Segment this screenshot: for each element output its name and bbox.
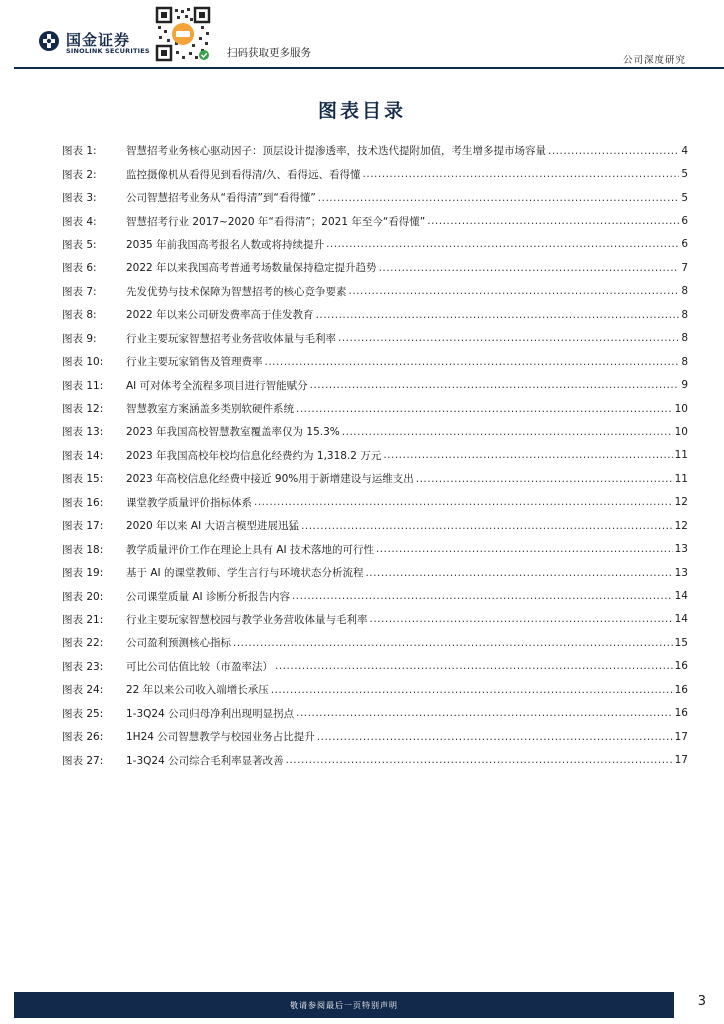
toc-dot-leader — [316, 309, 680, 321]
toc-dot-leader — [416, 473, 673, 485]
toc-entry[interactable] — [62, 373, 688, 396]
toc-figure-title: 2035 年前我国高考报名人数或将持续提升 — [126, 238, 325, 251]
toc-page-number: 8 — [681, 285, 688, 298]
toc-page-number: 16 — [674, 683, 688, 696]
toc-figure-title: 2022 年以来我国高考普通考场数量保持稳定提升趋势 — [126, 262, 377, 275]
toc-dot-leader — [296, 403, 673, 415]
toc-page-number: 10 — [674, 425, 688, 438]
toc-dot-leader — [301, 520, 673, 532]
toc-entry[interactable] — [62, 655, 688, 678]
toc-figure-title: 行业主要玩家智慧招考业务营收体量与毛利率 — [126, 332, 336, 345]
toc-figure-label: 图表 26: — [62, 731, 104, 744]
toc-page-number: 11 — [674, 472, 688, 485]
toc-figure-title: 2023 年我国高校年校均信息化经费约为 1,318.2 万元 — [126, 449, 382, 462]
toc-entry[interactable] — [62, 420, 688, 443]
toc-dot-leader — [233, 637, 673, 649]
toc-dot-leader — [427, 215, 679, 227]
toc-figure-label: 图表 10: — [62, 356, 104, 369]
toc-entry[interactable] — [62, 631, 688, 654]
toc-entry[interactable] — [62, 280, 688, 303]
toc-figure-label: 图表 13: — [62, 426, 104, 439]
toc-page-number: 8 — [681, 355, 688, 368]
toc-page-number: 9 — [681, 379, 688, 392]
qr-code-icon[interactable] — [155, 6, 211, 62]
toc-figure-label: 图表 23: — [62, 660, 104, 673]
toc-figure-title: 公司盈利预测核心指标 — [126, 637, 231, 650]
toc-figure-title: 课堂教学质量评价指标体系 — [126, 496, 252, 509]
toc-entry[interactable] — [62, 467, 688, 490]
toc-dot-leader — [292, 590, 673, 602]
toc-page-number: 7 — [681, 261, 688, 274]
toc-figure-title: 2020 年以来 AI 大语言模型进展迅猛 — [126, 520, 300, 533]
toc-figure-label: 图表 5: — [62, 238, 97, 251]
toc-entry[interactable] — [62, 327, 688, 350]
toc-page-number: 6 — [681, 238, 688, 251]
toc-figure-label: 图表 17: — [62, 520, 104, 533]
toc-figure-title: 行业主要玩家智慧校园与教学业务营收体量与毛利率 — [126, 613, 368, 626]
toc-page-number: 16 — [674, 707, 688, 720]
toc-dot-leader — [317, 731, 673, 743]
toc-figure-label: 图表 19: — [62, 567, 104, 580]
toc-figure-title: 2022 年以来公司研发费率高于佳发教育 — [126, 309, 314, 322]
toc-figure-title: 智慧教室方案涵盖多类别软硬件系统 — [126, 403, 294, 416]
toc-dot-leader — [254, 496, 673, 508]
toc-figure-title: 教学质量评价工作在理论上具有 AI 技术落地的可行性 — [126, 543, 374, 556]
toc-entry[interactable] — [62, 139, 688, 162]
toc-figure-label: 图表 20: — [62, 590, 104, 603]
toc-page-number: 12 — [674, 496, 688, 509]
toc-figure-label: 图表 27: — [62, 754, 104, 767]
toc-figure-label: 图表 6: — [62, 262, 97, 275]
toc-figure-label: 图表 1: — [62, 145, 97, 158]
page-title: 图表目录 — [317, 100, 406, 122]
toc-figure-label: 图表 2: — [62, 168, 97, 181]
page-footer — [0, 992, 724, 1024]
toc-figure-label: 图表 16: — [62, 496, 104, 509]
toc-dot-leader — [365, 567, 672, 579]
toc-page-number: 12 — [674, 519, 688, 532]
toc-entry[interactable] — [62, 186, 688, 209]
toc-figure-title: 1H24 公司智慧教学与校园业务占比提升 — [126, 731, 315, 744]
toc-figure-label: 图表 8: — [62, 309, 97, 322]
toc-page-number: 11 — [674, 449, 688, 462]
toc-figure-title: 智慧招考业务核心驱动因子：顶层设计提渗透率，技术迭代提附加值，考生增多提市场容量 — [126, 145, 546, 158]
toc-entry[interactable] — [62, 678, 688, 701]
toc-figure-title: 公司智慧招考业务从“看得清”到“看得懂” — [126, 192, 316, 205]
toc-entry[interactable] — [62, 561, 688, 584]
toc-entry[interactable] — [62, 397, 688, 420]
sinolink-logo-icon — [38, 30, 60, 52]
toc-figure-title: 1-3Q24 公司综合毛利率显著改善 — [126, 754, 284, 767]
toc-dot-leader — [379, 262, 680, 274]
toc-page-number: 6 — [681, 215, 688, 228]
toc-entry[interactable] — [62, 209, 688, 232]
toc-dot-leader — [342, 426, 673, 438]
toc-dot-leader — [318, 192, 680, 204]
toc-page-number: 8 — [681, 332, 688, 345]
toc-figure-label: 图表 3: — [62, 192, 97, 205]
toc-page-number: 16 — [674, 660, 688, 673]
toc-figure-title: 先发优势与技术保障为智慧招考的核心竞争要素 — [126, 285, 347, 298]
toc-entry[interactable] — [62, 491, 688, 514]
toc-figure-label: 图表 18: — [62, 543, 104, 556]
toc-figure-label: 图表 4: — [62, 215, 97, 228]
toc-dot-leader — [349, 285, 680, 297]
toc-dot-leader — [296, 707, 673, 719]
figure-table-of-contents — [62, 139, 688, 772]
qr-caption: 扫码获取更多服务 — [227, 47, 311, 59]
toc-figure-title: 2023 年高校信息化经费中接近 90%用于新增建设与运维支出 — [126, 473, 414, 486]
toc-dot-leader — [363, 168, 680, 180]
toc-entry[interactable] — [62, 444, 688, 467]
toc-dot-leader — [383, 449, 672, 461]
toc-page-number: 8 — [681, 308, 688, 321]
page-number: 3 — [697, 994, 706, 1009]
toc-entry[interactable] — [62, 608, 688, 631]
toc-entry[interactable] — [62, 350, 688, 373]
toc-entry[interactable] — [62, 584, 688, 607]
page-header — [0, 0, 724, 70]
toc-page-number: 17 — [674, 754, 688, 767]
toc-page-number: 4 — [681, 144, 688, 157]
toc-dot-leader — [338, 332, 679, 344]
toc-entry[interactable] — [62, 233, 688, 256]
toc-entry[interactable] — [62, 702, 688, 725]
toc-figure-title: 行业主要玩家销售及管理费率 — [126, 356, 263, 369]
toc-page-number: 15 — [674, 636, 688, 649]
toc-page-number: 14 — [674, 590, 688, 603]
toc-entry[interactable] — [62, 725, 688, 748]
toc-dot-leader — [286, 754, 673, 766]
toc-figure-title: 智慧招考行业 2017~2020 年“看得清”；2021 年至今“看得懂” — [126, 215, 426, 228]
toc-figure-label: 图表 12: — [62, 403, 104, 416]
toc-entry[interactable] — [62, 162, 688, 185]
toc-page-number: 14 — [674, 613, 688, 626]
report-type-label: 公司深度研究 — [622, 55, 686, 66]
toc-entry[interactable] — [62, 537, 688, 560]
toc-figure-title: 2023 年我国高校智慧教室覆盖率仅为 15.3% — [126, 426, 340, 439]
toc-figure-label: 图表 25: — [62, 707, 104, 720]
toc-figure-label: 图表 14: — [62, 449, 104, 462]
toc-page-number: 5 — [681, 168, 688, 181]
toc-dot-leader — [370, 613, 673, 625]
toc-page-number: 10 — [674, 402, 688, 415]
toc-dot-leader — [376, 543, 673, 555]
footer-bar — [14, 992, 674, 1018]
toc-figure-label: 图表 15: — [62, 473, 104, 486]
toc-figure-label: 图表 22: — [62, 637, 104, 650]
toc-figure-title: 监控摄像机从看得见到看得清/久、看得远、看得懂 — [126, 168, 361, 181]
toc-dot-leader — [275, 660, 673, 672]
toc-entry[interactable] — [62, 514, 688, 537]
toc-figure-title: 22 年以来公司收入端增长承压 — [126, 684, 269, 697]
toc-figure-title: 1-3Q24 公司归母净利出现明显拐点 — [126, 707, 295, 720]
toc-figure-label: 图表 9: — [62, 332, 97, 345]
toc-figure-title: 可比公司估值比较（市盈率法） — [126, 660, 273, 673]
header-divider — [14, 67, 724, 69]
toc-dot-leader — [326, 238, 679, 250]
toc-figure-label: 图表 24: — [62, 684, 104, 697]
toc-figure-title: 基于 AI 的课堂教师、学生言行与环境状态分析流程 — [126, 567, 364, 580]
toc-figure-title: AI 可对体考全流程多项目进行智能赋分 — [126, 379, 308, 392]
toc-entry[interactable] — [62, 303, 688, 326]
toc-dot-leader — [271, 684, 673, 696]
toc-figure-label: 图表 7: — [62, 285, 97, 298]
toc-figure-label: 图表 21: — [62, 613, 104, 626]
toc-dot-leader — [548, 145, 679, 157]
brand-name-en: SINOLINK SECURITIES — [66, 47, 150, 55]
footer-disclaimer: 敬请参阅最后一页特别声明 — [290, 1001, 398, 1010]
brand-name-cn: 国金证券 — [66, 31, 131, 49]
toc-dot-leader — [265, 356, 680, 368]
toc-figure-label: 图表 11: — [62, 379, 104, 392]
toc-page-number: 13 — [674, 566, 688, 579]
toc-page-number: 5 — [681, 191, 688, 204]
toc-entry[interactable] — [62, 748, 688, 771]
toc-entry[interactable] — [62, 256, 688, 279]
toc-page-number: 17 — [674, 730, 688, 743]
toc-page-number: 13 — [674, 543, 688, 556]
toc-figure-title: 公司课堂质量 AI 诊断分析报告内容 — [126, 590, 290, 603]
toc-dot-leader — [310, 379, 680, 391]
